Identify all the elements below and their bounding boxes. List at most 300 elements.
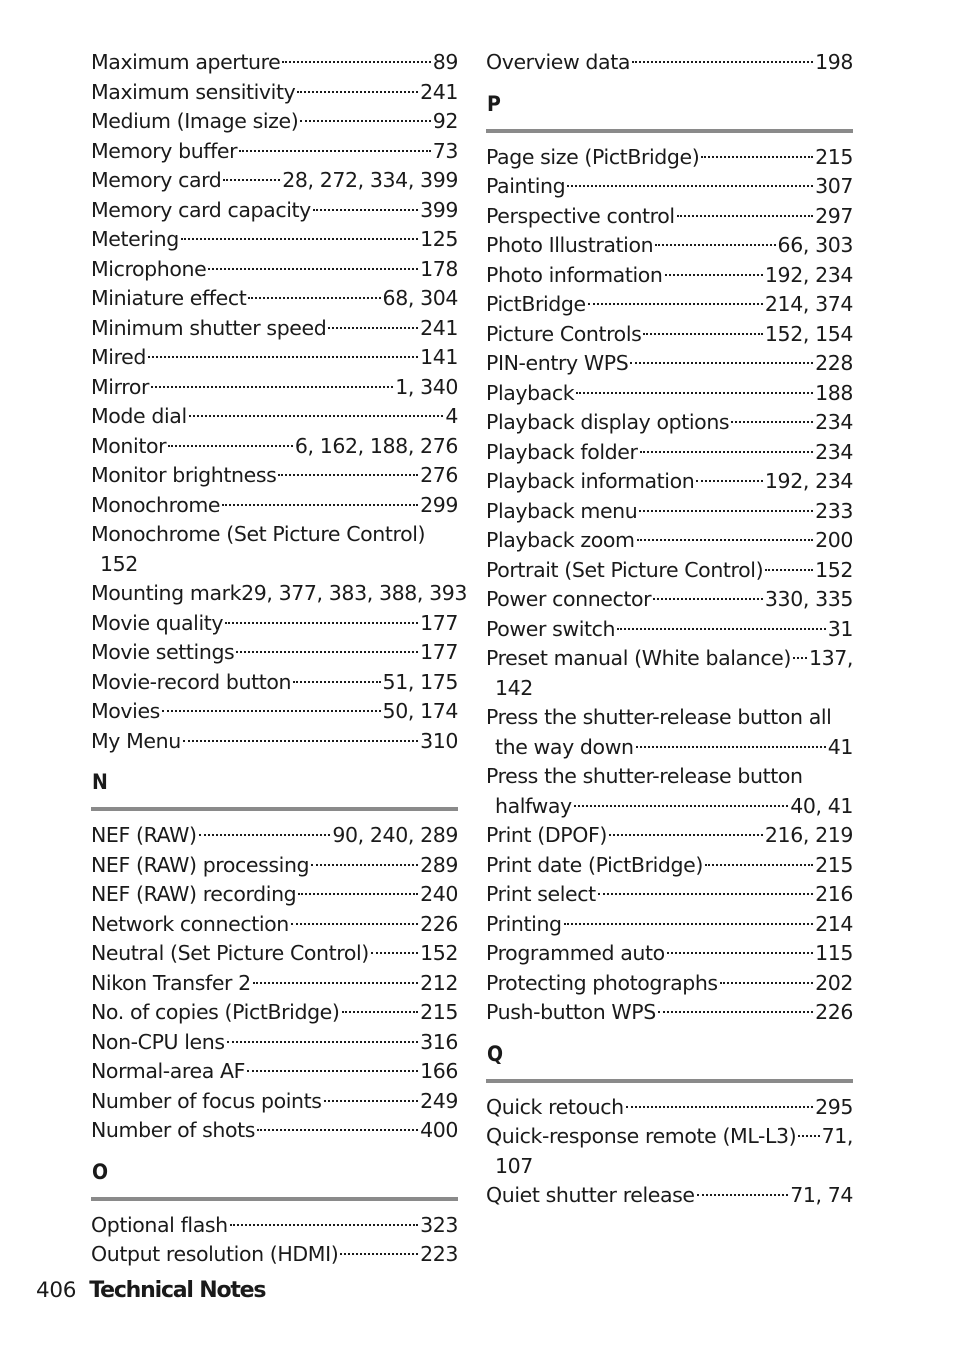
- index-term: Power connector: [486, 587, 652, 611]
- dot-leader: [199, 834, 331, 836]
- index-term: Movie-record button: [91, 669, 292, 694]
- index-entry: [91, 196, 458, 226]
- index-entry: [486, 821, 853, 851]
- page-reference: 297: [815, 203, 853, 228]
- index-entry-line: [486, 172, 853, 202]
- index-entry: [91, 432, 458, 462]
- index-entry: [486, 998, 853, 1028]
- page-reference: 241: [420, 79, 458, 104]
- index-term: Painting: [486, 174, 566, 198]
- index-entry: [486, 1181, 853, 1211]
- dot-leader: [162, 710, 381, 712]
- dot-leader: [183, 740, 418, 742]
- page-reference: 141: [420, 345, 458, 369]
- index-entry-line: [91, 432, 458, 462]
- index-entry-line: [486, 467, 853, 497]
- dot-leader: [626, 1106, 813, 1108]
- index-term: Photo information: [486, 262, 663, 287]
- index-entry-line: [91, 727, 458, 757]
- index-entry: [91, 638, 458, 668]
- index-term: Optional flash: [91, 1212, 228, 1237]
- dot-leader: [655, 244, 775, 246]
- index-entry: [91, 851, 458, 881]
- dot-leader: [189, 415, 444, 417]
- dot-leader: [278, 474, 418, 476]
- index-term: Memory buffer: [91, 138, 238, 163]
- index-entry-line: [91, 821, 458, 851]
- index-term: Monitor brightness: [91, 463, 277, 487]
- index-entry-line: [91, 697, 458, 727]
- page-reference: 41: [827, 734, 853, 759]
- page-reference: 152: [100, 551, 138, 576]
- page-reference: 234: [815, 410, 853, 434]
- page-reference: 276: [420, 463, 458, 487]
- index-entry-line: [91, 137, 458, 167]
- index-entry: [486, 703, 853, 762]
- index-entry-line: [486, 290, 853, 320]
- page-reference: 241: [420, 315, 458, 340]
- index-entry: [486, 556, 853, 586]
- index-entry: [91, 998, 458, 1028]
- page-reference: 125: [420, 227, 458, 251]
- page-reference: 330, 335: [764, 587, 853, 611]
- index-term: NEF (RAW) processing: [91, 852, 310, 877]
- index-entry: [91, 880, 458, 910]
- dot-leader: [247, 1070, 418, 1072]
- index-term: Memory card capacity: [91, 197, 311, 222]
- index-entry: [486, 939, 853, 969]
- page-reference: 4: [445, 404, 458, 428]
- index-entry-line: [486, 320, 853, 350]
- dot-leader: [720, 982, 813, 984]
- index-term: Push-button WPS: [486, 1000, 656, 1024]
- index-entry: [486, 261, 853, 291]
- index-entry: [91, 107, 458, 137]
- page-reference: 50, 174: [382, 699, 458, 723]
- dot-leader: [223, 179, 280, 181]
- index-entry-line: [91, 969, 458, 999]
- index-entry-line: [91, 910, 458, 940]
- page-reference: 177: [420, 610, 458, 635]
- index-entry: [486, 969, 853, 999]
- page-reference: 6, 162, 188, 276: [294, 433, 458, 458]
- index-term: Quick-response remote (ML-L3): [486, 1124, 797, 1148]
- index-entry: [91, 1240, 458, 1270]
- dot-leader: [298, 893, 418, 895]
- page-reference: 177: [420, 640, 458, 664]
- dot-leader: [632, 61, 813, 63]
- page-reference: 137,: [808, 646, 853, 670]
- index-term: Maximum aperture: [91, 50, 281, 74]
- index-entry-line: [486, 1122, 853, 1152]
- index-entry-line: [486, 143, 853, 173]
- index-entry: [486, 467, 853, 497]
- index-term: Monitor: [91, 433, 167, 458]
- dot-leader: [293, 681, 380, 683]
- page-reference: 71,: [821, 1124, 853, 1148]
- index-term: Photo Illustration: [486, 233, 654, 257]
- dot-leader: [667, 952, 813, 954]
- index-entry-line: [91, 998, 458, 1028]
- index-entry-line: [486, 851, 853, 881]
- index-entry: [486, 880, 853, 910]
- dot-leader: [630, 362, 813, 364]
- index-entry: [486, 615, 853, 645]
- page-reference: 323: [420, 1212, 458, 1237]
- page-reference: 166: [420, 1059, 458, 1083]
- page-reference: 316: [420, 1029, 458, 1054]
- index-term: Quick retouch: [486, 1094, 624, 1119]
- dot-leader: [208, 268, 418, 270]
- dot-leader: [239, 150, 431, 152]
- dot-leader: [291, 923, 418, 925]
- index-term: PictBridge: [486, 292, 586, 316]
- index-entry: [486, 231, 853, 261]
- index-entry: [91, 969, 458, 999]
- index-entry-line: [91, 314, 458, 344]
- index-term: Medium (Image size): [91, 109, 299, 133]
- dot-leader: [324, 1100, 419, 1102]
- index-entry-line: [91, 461, 458, 491]
- section-divider: [91, 1197, 458, 1201]
- index-entry-line: [91, 255, 458, 285]
- page-reference: 188: [815, 380, 853, 405]
- index-term: Mirror: [91, 374, 149, 399]
- index-term: Playback information: [486, 469, 695, 493]
- page-reference: 202: [815, 970, 853, 995]
- dot-leader: [340, 1253, 418, 1255]
- dot-leader: [598, 893, 813, 895]
- index-term: Preset manual (White balance): [486, 646, 791, 670]
- page-reference: 228: [815, 351, 853, 375]
- section-divider: [91, 807, 458, 811]
- dot-leader: [168, 445, 293, 447]
- page-reference: 249: [420, 1088, 458, 1113]
- index-entry: [91, 284, 458, 314]
- page-reference: 299: [420, 492, 458, 517]
- page-reference: 1, 340: [395, 374, 458, 399]
- index-term: NEF (RAW) recording: [91, 882, 297, 906]
- section-heading: O: [92, 1159, 109, 1184]
- index-term: Miniature effect: [91, 286, 247, 310]
- index-entry-line: [486, 615, 853, 645]
- section-heading: P: [487, 91, 501, 116]
- index-term: Network connection: [91, 911, 289, 936]
- section-heading: N: [92, 770, 108, 794]
- index-entry-line: [486, 821, 853, 851]
- index-term: Mired: [91, 345, 146, 369]
- page-reference: 240: [420, 882, 458, 906]
- page-reference: 233: [815, 498, 853, 523]
- index-entry: [486, 1122, 853, 1181]
- page-number: 406: [36, 1278, 77, 1303]
- index-entry-line: [91, 343, 458, 373]
- index-entry-line: [91, 78, 458, 108]
- index-term: Playback: [486, 380, 575, 405]
- page-reference: 289: [420, 852, 458, 877]
- index-term: Mounting mark: [91, 581, 242, 605]
- index-entry-line: [91, 1240, 458, 1270]
- index-entry: [91, 1211, 458, 1241]
- index-entry: [91, 255, 458, 285]
- page-reference: 40, 41: [790, 793, 853, 818]
- index-entry: [91, 1087, 458, 1117]
- section-title: Technical Notes: [89, 1278, 266, 1303]
- dot-leader: [701, 156, 813, 158]
- index-term: Minimum shutter speed: [91, 315, 327, 340]
- index-entry: [486, 290, 853, 320]
- index-entry: [486, 172, 853, 202]
- page-reference: 51, 175: [382, 669, 458, 694]
- dot-leader: [567, 185, 813, 187]
- dot-leader: [640, 451, 814, 453]
- index-column-right: [486, 48, 853, 1211]
- index-entry: [486, 585, 853, 615]
- page-reference: 142: [495, 675, 533, 700]
- dot-leader: [637, 539, 813, 541]
- index-term: Non-CPU lens: [91, 1029, 225, 1054]
- index-entry: [91, 1116, 458, 1146]
- dot-leader: [297, 91, 418, 93]
- index-term: Print (DPOF): [486, 823, 607, 847]
- index-entry-line: [91, 48, 458, 78]
- index-entry: [91, 579, 468, 609]
- index-term: Playback menu: [486, 498, 638, 523]
- index-entry-line: [486, 526, 853, 556]
- dot-leader: [765, 569, 813, 571]
- page-reference: 215: [815, 144, 853, 169]
- index-term: Monochrome (Set Picture Control): [91, 522, 426, 546]
- page-reference: 31: [827, 616, 853, 641]
- index-entry-line: [91, 284, 458, 314]
- index-entry: [91, 1028, 458, 1058]
- index-entry: [91, 166, 458, 196]
- index-entry: [91, 78, 458, 108]
- index-entry-line: [91, 1057, 458, 1087]
- index-entry-line: [91, 402, 458, 432]
- index-entry-line: [486, 497, 853, 527]
- index-term: No. of copies (PictBridge): [91, 1000, 340, 1024]
- index-entry-line: [486, 261, 853, 291]
- dot-leader: [371, 952, 418, 954]
- page-reference: 115: [815, 941, 853, 965]
- dot-leader: [311, 864, 418, 866]
- dot-leader: [617, 628, 826, 630]
- index-entry-line: [486, 48, 853, 78]
- page-reference: 226: [815, 1000, 853, 1024]
- page-reference: 310: [420, 728, 458, 753]
- dot-leader: [300, 120, 430, 122]
- page-reference: 66, 303: [777, 233, 853, 257]
- index-term: Metering: [91, 227, 179, 251]
- index-entry-line: [486, 880, 853, 910]
- index-entry: [486, 349, 853, 379]
- index-entry: [486, 910, 853, 940]
- dot-leader: [248, 297, 380, 299]
- index-entry: [91, 821, 458, 851]
- dot-leader: [705, 864, 813, 866]
- index-entry: [486, 438, 853, 468]
- dot-leader: [257, 1129, 418, 1131]
- page-footer: [36, 1278, 265, 1303]
- index-term: Print select: [486, 882, 596, 906]
- dot-leader: [588, 303, 763, 305]
- index-entry-continuation: [486, 1152, 853, 1182]
- page-reference: 90, 240, 289: [332, 823, 458, 847]
- index-column-left: [91, 48, 468, 1270]
- index-entry: [91, 697, 458, 727]
- index-term: Normal-area AF: [91, 1059, 246, 1083]
- dot-leader: [328, 327, 418, 329]
- section-divider: [486, 129, 853, 133]
- index-entry-line: [91, 880, 458, 910]
- index-entry: [91, 137, 458, 167]
- page-reference: 28, 272, 334, 399: [282, 168, 458, 192]
- dot-leader: [564, 923, 813, 925]
- page-reference: 192, 234: [764, 262, 853, 287]
- index-term: Nikon Transfer 2: [91, 970, 251, 995]
- index-entry-line: [91, 668, 458, 698]
- index-entry-line: [486, 644, 853, 674]
- index-entry-line: [91, 1087, 458, 1117]
- page-reference: 92: [432, 109, 458, 133]
- index-term: Picture Controls: [486, 321, 642, 346]
- dot-leader: [151, 386, 393, 388]
- index-term: Programmed auto: [486, 941, 665, 965]
- index-term: Movie quality: [91, 610, 224, 635]
- index-term: Press the shutter-release button all: [486, 705, 832, 729]
- index-entry-line: [486, 556, 853, 586]
- dot-leader: [697, 1194, 789, 1196]
- index-entry-line: [91, 579, 468, 609]
- index-entry: [91, 910, 458, 940]
- index-entry-line: [91, 225, 458, 255]
- page-reference: 73: [432, 138, 458, 163]
- dot-leader: [282, 61, 430, 63]
- dot-leader: [639, 510, 813, 512]
- index-entry: [91, 461, 458, 491]
- page-reference: 152, 154: [764, 321, 853, 346]
- index-entry: [486, 408, 853, 438]
- index-entry: [91, 491, 458, 521]
- page-reference: 107: [495, 1153, 533, 1178]
- index-entry-line: [486, 998, 853, 1028]
- index-entry-continuation: [486, 674, 853, 704]
- index-term: Quiet shutter release: [486, 1183, 695, 1207]
- index-entry-line: [91, 166, 458, 196]
- index-entry: [91, 668, 458, 698]
- index-entry: [486, 497, 853, 527]
- page-reference: 223: [420, 1242, 458, 1266]
- dot-leader: [793, 657, 807, 659]
- index-term: Printing: [486, 911, 562, 936]
- index-term: Page size (PictBridge): [486, 144, 700, 169]
- index-entry: [486, 762, 853, 821]
- index-entry: [486, 143, 853, 173]
- index-entry: [486, 851, 853, 881]
- page-reference: 192, 234: [764, 469, 853, 493]
- index-entry-line: [91, 1116, 458, 1146]
- index-entry-line: [91, 1211, 458, 1241]
- index-term: Microphone: [91, 256, 207, 281]
- section-divider: [486, 1079, 853, 1083]
- index-entry-line: [91, 491, 458, 521]
- index-entry: [91, 314, 458, 344]
- page-reference: 68, 304: [382, 286, 458, 310]
- dot-leader: [665, 274, 763, 276]
- index-term: Print date (PictBridge): [486, 852, 703, 877]
- index-entry: [486, 1093, 853, 1123]
- dot-leader: [636, 746, 826, 748]
- index-entry: [91, 520, 458, 579]
- page-reference: 216, 219: [764, 823, 853, 847]
- index-term: Overview data: [486, 50, 631, 74]
- index-entry: [91, 48, 458, 78]
- index-term: Number of shots: [91, 1118, 256, 1142]
- section-heading: Q: [487, 1041, 504, 1066]
- index-entry-line: [486, 969, 853, 999]
- dot-leader: [696, 480, 763, 482]
- dot-leader: [253, 982, 418, 984]
- index-term: Movies: [91, 699, 160, 723]
- index-term: Mode dial: [91, 404, 187, 428]
- dot-leader: [227, 1041, 418, 1043]
- page-reference: 152: [420, 941, 458, 965]
- index-entry: [91, 727, 458, 757]
- index-entry: [91, 343, 458, 373]
- index-entry: [91, 939, 458, 969]
- page-reference: 198: [815, 50, 853, 74]
- page-reference: 200: [815, 528, 853, 552]
- dot-leader: [643, 333, 763, 335]
- index-term: My Menu: [91, 728, 181, 753]
- index-entry: [91, 373, 458, 403]
- index-term: Output resolution (HDMI): [91, 1242, 339, 1266]
- index-entry: [91, 225, 458, 255]
- page-reference: 226: [420, 911, 458, 936]
- page-reference: 215: [420, 1000, 458, 1024]
- index-entry: [91, 402, 458, 432]
- index-entry-line: [91, 638, 458, 668]
- index-entry-line: [486, 438, 853, 468]
- index-entry-line: [486, 939, 853, 969]
- dot-leader: [677, 215, 813, 217]
- index-entry-line: [91, 520, 458, 550]
- index-term: Neutral (Set Picture Control): [91, 941, 369, 965]
- page-reference: 215: [815, 852, 853, 877]
- index-entry-continuation: [91, 550, 458, 580]
- index-entry-line: [486, 231, 853, 261]
- index-entry: [486, 644, 853, 703]
- index-entry-line: [486, 349, 853, 379]
- index-term: Movie settings: [91, 640, 235, 664]
- index-entry-line: [91, 373, 458, 403]
- page-reference: 399: [420, 197, 458, 222]
- index-term: Playback folder: [486, 439, 638, 464]
- page-reference: 234: [815, 439, 853, 464]
- index-term: Playback zoom: [486, 528, 635, 552]
- dot-leader: [225, 622, 418, 624]
- index-entry-line: [486, 585, 853, 615]
- dot-leader: [658, 1011, 813, 1013]
- page-reference: 400: [420, 1118, 458, 1142]
- index-term: Protecting photographs: [486, 970, 718, 995]
- index-entry-line: [486, 703, 853, 733]
- index-entry-line: [91, 196, 458, 226]
- dot-leader: [574, 805, 788, 807]
- page-reference: 216: [815, 882, 853, 906]
- index-entry: [91, 1057, 458, 1087]
